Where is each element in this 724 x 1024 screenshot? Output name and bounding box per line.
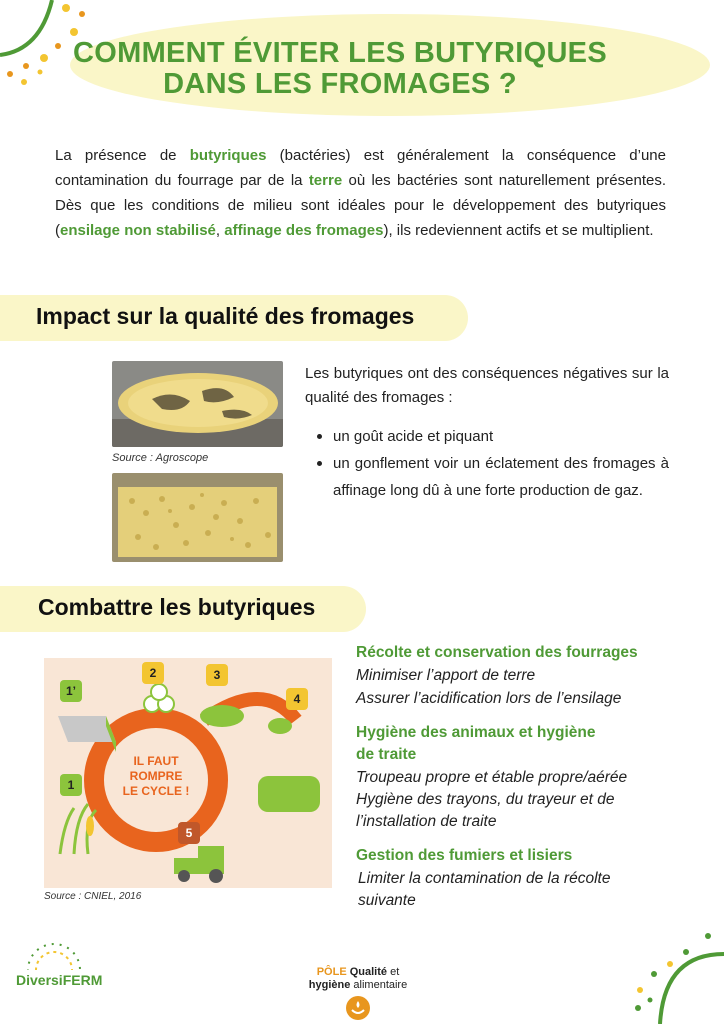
combat-heading: Combattre les butyriques xyxy=(38,594,316,620)
page-title xyxy=(70,38,610,100)
cheese-photo-1 xyxy=(112,361,283,447)
diagram-caption: Source : CNIEL, 2016 xyxy=(44,891,142,902)
section-line: Assurer l’acidification lors de l’ensilage xyxy=(356,690,622,707)
step-badge: 3 xyxy=(206,664,228,686)
decorative-dots-bottom-right xyxy=(624,924,724,1024)
cycle-center-line: IL FAUT xyxy=(133,754,179,768)
step-badge: 4 xyxy=(286,688,308,710)
section-line: Troupeau propre et étable propre/aérée xyxy=(356,769,628,786)
cycle-diagram xyxy=(44,658,332,888)
step-badge: 2 xyxy=(142,662,164,684)
cycle-center-line: LE CYCLE ! xyxy=(122,784,190,798)
pole-icon xyxy=(346,996,370,1020)
cycle-center-line: ROMPRE xyxy=(129,769,183,783)
section-line: l’installation de traite xyxy=(356,813,497,830)
section-line: Minimiser l’apport de terre xyxy=(356,667,536,684)
section-line: Hygiène des trayons, du trayeur et de xyxy=(356,791,615,808)
step-badge: 1’ xyxy=(60,680,82,702)
pole-qualite: Qualité xyxy=(349,966,388,978)
impact-heading: Impact sur la qualité des fromages xyxy=(36,303,415,329)
title-line-1: COMMENT ÉVITER LES BUTYRIQUES xyxy=(73,37,607,69)
pole-alimentaire: alimentaire xyxy=(350,979,408,991)
intro-text: où les bactéries sont naturellement présentes. Dès que les conditions de milieu sont idéales pour le développement des butyriques ( xyxy=(55,172,666,239)
photo-caption: Source : Agroscope xyxy=(112,452,209,464)
diversiferm-logo-icon xyxy=(24,940,84,970)
list-item: un goût acide et piquant xyxy=(313,423,669,450)
impact-bullet-list xyxy=(313,423,669,504)
pole-word: PÔLE xyxy=(316,966,347,978)
step-badge: 5 xyxy=(178,822,200,844)
intro-text: , xyxy=(215,222,225,239)
list-item: un gonflement voir un éclatement des fromages à affinage long dû à une forte production de gaz. xyxy=(313,450,669,504)
intro-highlight: ensilage non stabilisé xyxy=(60,222,216,239)
section-line: Limiter la contamination de la récolte xyxy=(358,870,611,887)
section-title-line: de traite xyxy=(356,746,417,763)
cheese-photo-2 xyxy=(112,473,283,562)
brand-logo-text: DiversiFERM xyxy=(16,972,103,988)
section-title-manure: Gestion des fumiers et lisiers xyxy=(356,847,573,864)
pole-hygiene: hygiène xyxy=(308,979,351,991)
impact-text: Les butyriques ont des conséquences négatives sur la qualité des fromages : xyxy=(305,365,669,406)
cycle-center-text xyxy=(120,754,192,799)
intro-text: La présence de xyxy=(55,147,190,164)
intro-paragraph xyxy=(55,143,666,243)
pole-logo xyxy=(298,966,418,992)
section-title-line: Hygiène des animaux et hygiène xyxy=(356,724,596,741)
section-title-harvest: Récolte et conservation des fourrages xyxy=(356,644,638,661)
intro-text: ), ils redeviennent actifs et se multiplient. xyxy=(383,222,654,239)
section-line: suivante xyxy=(358,892,416,909)
title-line-2: DANS LES FROMAGES ? xyxy=(163,68,517,100)
section-title-hygiene xyxy=(356,722,595,766)
intro-text: (bactéries) est généralement la conséquence d’une contamination du fourrage par de la xyxy=(55,147,666,189)
step-badge: 1 xyxy=(60,774,82,796)
intro-highlight: affinage des fromages xyxy=(224,222,384,239)
pole-et: et xyxy=(387,966,400,978)
intro-highlight: butyriques xyxy=(189,147,267,164)
intro-highlight: terre xyxy=(308,172,343,189)
